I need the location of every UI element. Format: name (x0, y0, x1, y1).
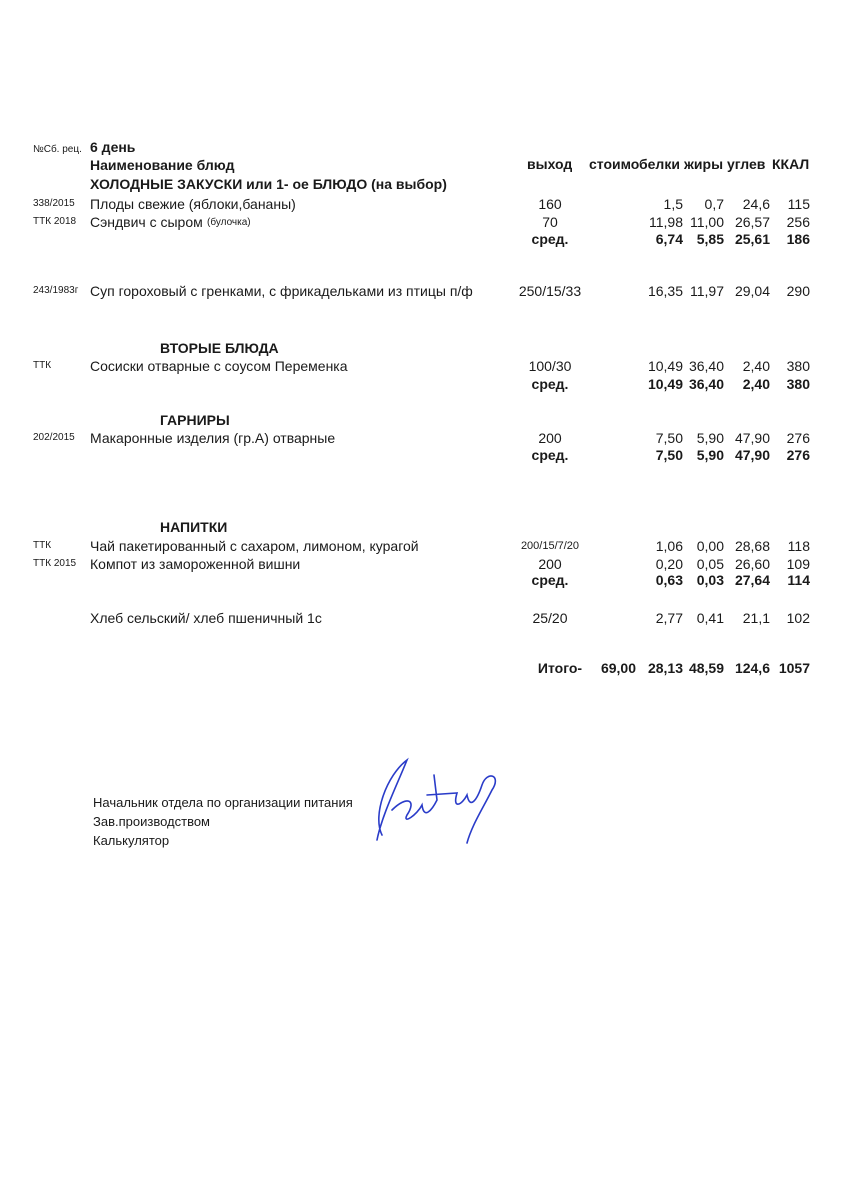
section-title: ХОЛОДНЫЕ ЗАКУСКИ или 1- ое БЛЮДО (на выбор) (90, 176, 447, 192)
carbs-value: 26,57 (734, 214, 770, 230)
kcal-value: 290 (786, 283, 810, 299)
kcal-value: 256 (786, 214, 810, 230)
kcal-value: 276 (786, 447, 810, 463)
protein-value: 28,13 (647, 660, 683, 676)
fat-value: 36,40 (688, 376, 724, 392)
portion-output: 70 (542, 214, 558, 230)
carbs-value: 2,40 (742, 376, 770, 392)
col-header-kcal: ККАЛ (772, 156, 810, 172)
fat-value: 0,41 (696, 610, 724, 626)
recipe-code: ТТК (33, 540, 52, 551)
protein-value: 0,20 (655, 556, 683, 572)
protein-value: 1,5 (663, 196, 683, 212)
signatory-calculator: Калькулятор (93, 833, 170, 848)
fat-value: 0,03 (696, 572, 724, 588)
dish-name: Хлеб сельский/ хлеб пшеничный 1с (90, 610, 322, 626)
portion-output: 200/15/7/20 (520, 540, 580, 552)
protein-value: 7,50 (655, 447, 683, 463)
kcal-value: 102 (786, 610, 810, 626)
cost-value: 69,00 (600, 660, 636, 676)
day-title: 6 день (90, 139, 136, 155)
average-label: сред. (531, 572, 569, 588)
average-label: сред. (531, 376, 569, 392)
recipe-code: 338/2015 (33, 198, 75, 209)
portion-output: 160 (538, 196, 562, 212)
recipe-code: ТТК 2015 (33, 558, 77, 569)
col-header-carbs: углев (727, 156, 766, 172)
dish-name: Суп гороховый с гренками, с фрикадельками из птицы п/ф (90, 283, 473, 299)
fat-value: 36,40 (688, 358, 724, 374)
col-header-output: выход (527, 156, 573, 172)
signature (362, 755, 512, 845)
dish-note: (булочка) (207, 217, 251, 228)
fat-value: 0,00 (696, 538, 724, 554)
protein-value: 10,49 (647, 376, 683, 392)
dish-name: Компот из замороженной вишни (90, 556, 301, 572)
protein-value: 16,35 (647, 283, 683, 299)
portion-output: 200 (538, 556, 562, 572)
portion-output: 200 (538, 430, 562, 446)
recipe-code: 243/1983г (33, 285, 79, 296)
portion-output: 25/20 (532, 610, 568, 626)
carbs-value: 28,68 (734, 538, 770, 554)
kcal-value: 114 (787, 572, 810, 588)
kcal-value: 380 (786, 358, 810, 374)
carbs-value: 124,6 (734, 660, 770, 676)
carbs-value: 27,64 (734, 572, 770, 588)
name-column-header: Наименование блюд (90, 157, 235, 173)
dish-name: Сосиски отварные с соусом Переменка (90, 358, 348, 374)
fat-value: 5,90 (696, 447, 724, 463)
fat-value: 5,85 (696, 231, 724, 247)
protein-value: 0,63 (655, 572, 683, 588)
fat-value: 0,7 (704, 196, 724, 212)
recipe-code: ТТК (33, 360, 52, 371)
dish-name: Чай пакетированный с сахаром, лимоном, курагой (90, 538, 419, 554)
protein-value: 6,74 (655, 231, 683, 247)
kcal-value: 276 (786, 430, 810, 446)
carbs-value: 25,61 (734, 231, 770, 247)
carbs-value: 26,60 (734, 556, 770, 572)
protein-value: 1,06 (655, 538, 683, 554)
col-header-protein: белки (639, 156, 680, 172)
signatory-production: Зав.производством (93, 814, 210, 829)
fat-value: 11,00 (690, 214, 724, 230)
average-label: сред. (531, 231, 569, 247)
portion-output: 100/30 (528, 358, 572, 374)
carbs-value: 24,6 (742, 196, 770, 212)
average-label: Итого- (537, 660, 583, 676)
fat-value: 48,59 (688, 660, 724, 676)
kcal-value: 380 (786, 376, 810, 392)
carbs-value: 47,90 (734, 430, 770, 446)
signatory-head: Начальник отдела по организации питания (93, 795, 353, 810)
protein-value: 10,49 (647, 358, 683, 374)
dish-name: Макаронные изделия (гр.А) отварные (90, 430, 336, 446)
section-title: ВТОРЫЕ БЛЮДА (160, 340, 279, 356)
protein-value: 7,50 (655, 430, 683, 446)
protein-value: 11,98 (649, 214, 683, 230)
kcal-value: 186 (786, 231, 810, 247)
kcal-value: 118 (787, 538, 810, 554)
fat-value: 0,05 (696, 556, 724, 572)
portion-output: 250/15/33 (518, 283, 582, 299)
section-title: НАПИТКИ (160, 519, 228, 535)
recipe-code: 202/2015 (33, 432, 75, 443)
kcal-value: 115 (787, 196, 810, 212)
recipe-code-header: №Сб. рец. (33, 144, 82, 155)
protein-value: 2,77 (655, 610, 683, 626)
fat-value: 11,97 (690, 283, 724, 299)
col-header-fat: жиры (684, 156, 724, 172)
dish-name: Сэндвич с сыром (90, 214, 203, 230)
fat-value: 5,90 (696, 430, 724, 446)
average-label: сред. (531, 447, 569, 463)
carbs-value: 29,04 (734, 283, 770, 299)
carbs-value: 2,40 (742, 358, 770, 374)
kcal-value: 109 (786, 556, 810, 572)
carbs-value: 21,1 (742, 610, 770, 626)
dish-name: Плоды свежие (яблоки,бананы) (90, 196, 296, 212)
recipe-code: ТТК 2018 (33, 216, 77, 227)
carbs-value: 47,90 (734, 447, 770, 463)
col-header-cost: стоимо (589, 156, 640, 172)
kcal-value: 1057 (778, 660, 810, 676)
section-title: ГАРНИРЫ (160, 412, 230, 428)
